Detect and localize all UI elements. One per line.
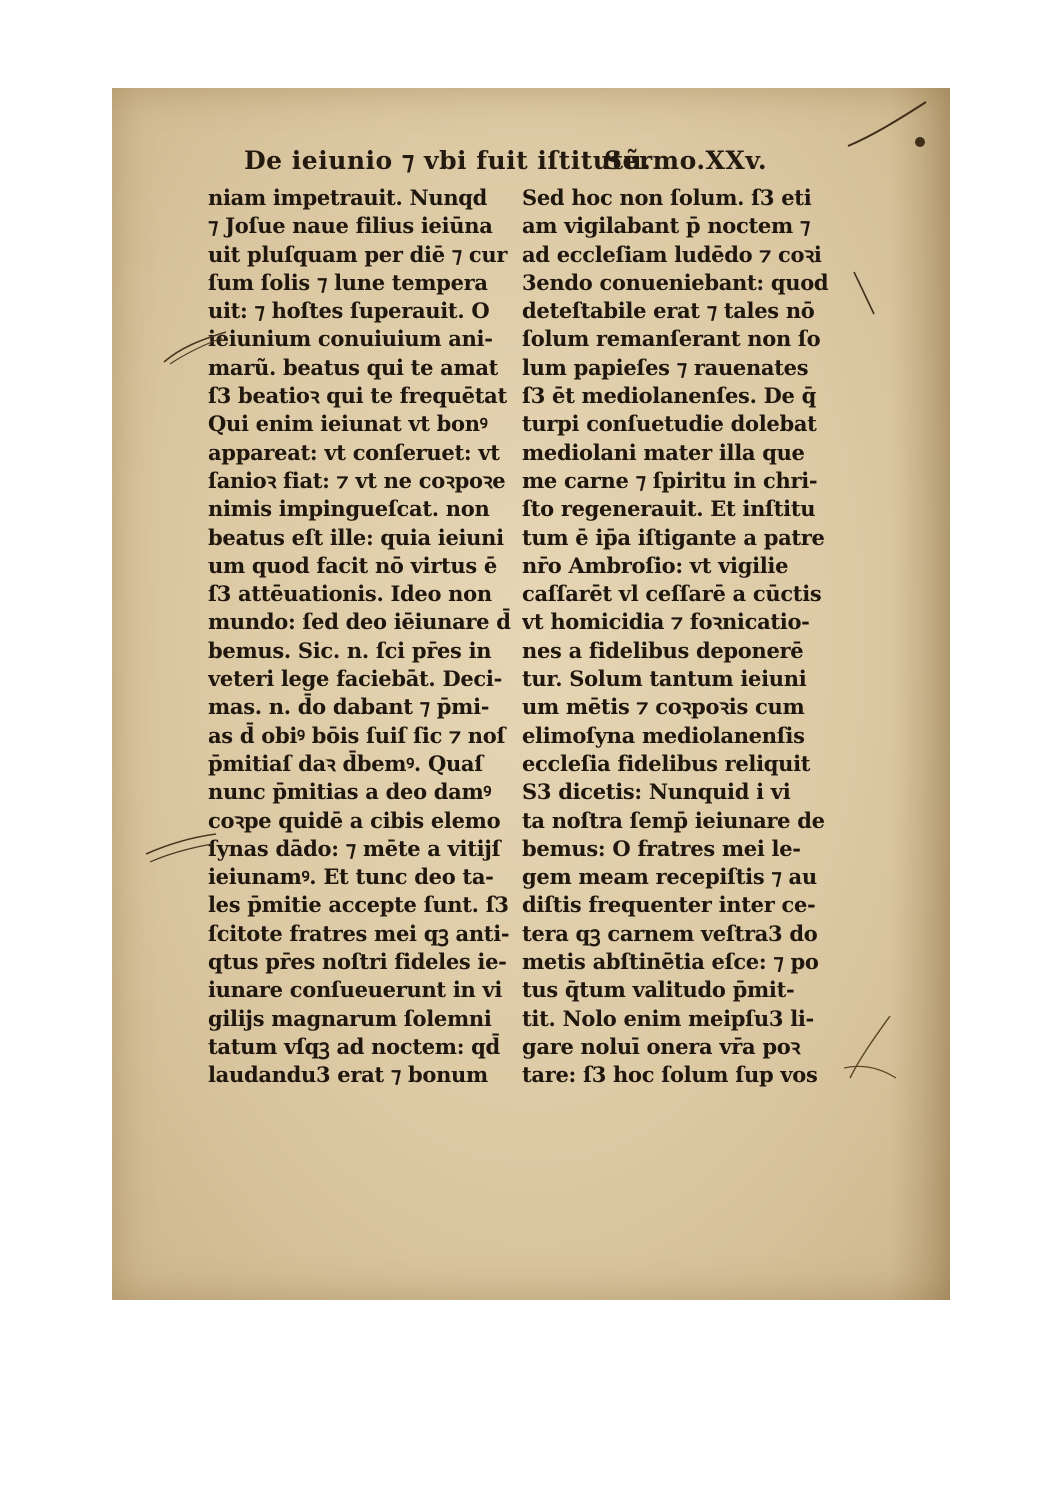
text-line: deteſtabile erat ⁊ tales nō <box>522 298 815 324</box>
text-line: nes a fidelibus deponerē <box>522 637 804 663</box>
text-line: um quod facit nō virtus ē <box>208 552 497 578</box>
header-title: De ieiunio ⁊ vbi fuit iſtitutũ. <box>244 146 652 175</box>
text-line: gilijs magnarum ſolemni <box>208 1005 492 1031</box>
text-line: tera qꝫ carnem veſtra3 do <box>522 920 818 946</box>
text-line: ad eccleſiam ludēdo ⁊ coꝛi <box>522 241 822 267</box>
text-line: vt homicidia ⁊ foꝛnicatio- <box>522 609 810 635</box>
running-header <box>244 146 804 180</box>
text-line: laudandu3 erat ⁊ bonum <box>208 1062 488 1088</box>
text-line: ſcitote fratres mei qꝫ anti- <box>208 920 510 946</box>
text-line: nr̄o Ambroſio: vt vigilie <box>522 552 789 578</box>
page-edge-shadow <box>890 88 950 1300</box>
text-line: 3endo conueniebant: quod <box>522 269 829 295</box>
text-line: tit. Nolo enim meipſu3 li- <box>522 1005 814 1031</box>
text-line: gare noluī onera vr̄a poꝛ <box>522 1033 801 1059</box>
text-line: nunc p̄mitias a deo damꝰ <box>208 779 492 805</box>
margin-annotation-mark <box>850 268 880 318</box>
text-line: ſum ſolis ⁊ lune tempera <box>208 269 488 295</box>
text-line: diſtis frequenter inter ce- <box>522 892 816 918</box>
text-line: niam impetrauit. Nunqd <box>208 185 488 210</box>
text-line: marũ. beatus qui te amat <box>208 354 499 380</box>
text-line: turpi conſuetudie dolebat <box>522 411 817 437</box>
text-line: gem meam recepiſtis ⁊ au <box>522 864 817 890</box>
text-line: bemus: O fratres mei le- <box>522 835 801 861</box>
text-line: iunare conſueuerunt in vi <box>208 977 503 1003</box>
manuscript-page <box>112 88 950 1300</box>
text-line: ta noſtra ſemp̄ ieiunare de <box>522 807 825 833</box>
text-line: ieiunamꝰ. Et tunc deo ta- <box>208 864 494 890</box>
text-line: coꝛpe quidē a cibis elemo <box>208 807 501 833</box>
margin-annotation-mark <box>840 1008 900 1088</box>
text-line: bemus. Sic. n. ſci pr̄es in <box>208 637 492 663</box>
margin-annotation-mark <box>160 328 230 368</box>
text-line: elimoſyna mediolanenſis <box>522 722 805 748</box>
text-line: um mētis ⁊ coꝛpoꝛis cum <box>522 694 805 720</box>
text-line: mas. n. d̄o dabant ⁊ p̄mi- <box>208 694 490 720</box>
text-line: ieiunium conuiuium ani- <box>208 326 493 352</box>
text-line: uit pluſquam per diē ⁊ cur <box>208 241 508 267</box>
text-line: am vigilabant p̄ noctem ⁊ <box>522 213 811 239</box>
text-line: S3 dicetis: Nunquid i vi <box>522 779 791 805</box>
margin-annotation-mark <box>142 828 222 868</box>
text-line: tatum vſqꝫ ad noctem: qd̄ <box>208 1033 500 1059</box>
text-line: ſanioꝛ fiat: ⁊ vt ne coꝛpoꝛe <box>208 467 506 493</box>
text-line: ſolum remanſerant non ſo <box>522 326 821 352</box>
text-column-left <box>208 184 518 1090</box>
text-line: appareat: vt conſeruet: vt <box>208 439 500 465</box>
text-line: p̄mitiaſ daꝛ d̄bemꝰ. Quaſ <box>208 750 483 776</box>
text-column-right <box>522 184 832 1090</box>
text-line: veteri lege faciebāt. Deci- <box>208 666 503 692</box>
text-line: mundo: ſed deo iēiunare d̄ <box>208 609 511 635</box>
text-line: ſ3 beatioꝛ qui te frequētat <box>208 383 507 409</box>
text-line: tum ē ip̄a iſtigante a patre <box>522 524 825 550</box>
text-line: tur. Solum tantum ieiuni <box>522 666 807 692</box>
text-line: beatus eſt ille: quia ieiuni <box>208 524 504 550</box>
text-line: ſynas dādo: ⁊ mēte a vitijſ <box>208 835 501 861</box>
text-line: uit: ⁊ hoſtes ſuperauit. O <box>208 298 490 324</box>
text-line: eccleſia fidelibus reliquit <box>522 750 811 776</box>
margin-annotation-mark <box>842 96 932 156</box>
text-line: lum papieſes ⁊ rauenates <box>522 354 809 380</box>
text-line: Qui enim ieiunat vt bonꝰ <box>208 411 488 437</box>
text-line: ⁊ Joſue naue filius ieiūna <box>208 213 493 239</box>
text-line: tus q̄tum valitudo p̄mit- <box>522 977 795 1003</box>
text-line: ſ3 attēuationis. Ideo non <box>208 581 492 607</box>
text-line: as d̄ obiꝰ bōis ſuiſ ſic ⁊ noſ <box>208 722 506 748</box>
text-line: nimis impingueſcat. non <box>208 496 490 522</box>
text-line: me carne ⁊ ſpiritu in chri- <box>522 467 818 493</box>
text-line: caſſarēt vl ceſſarē a cūctis <box>522 581 822 607</box>
text-line: qtus pr̄es noſtri fideles ie- <box>208 949 507 975</box>
text-line: metis abſtinētia eſce: ⁊ po <box>522 949 819 975</box>
header-sermon-number: Sermo.XXv. <box>604 146 768 175</box>
text-line: ſto regenerauit. Et inſtitu <box>522 496 816 522</box>
text-line: mediolani mater illa que <box>522 439 805 465</box>
text-line: Sed hoc non ſolum. ſ3 eti <box>522 185 812 210</box>
text-line: tare: ſ3 hoc ſolum ſup vos <box>522 1062 818 1088</box>
text-line: ſ3 ēt mediolanenſes. De q̄ <box>522 383 816 409</box>
text-line: les p̄mitie accepte ſunt. ſ3 <box>208 892 509 918</box>
